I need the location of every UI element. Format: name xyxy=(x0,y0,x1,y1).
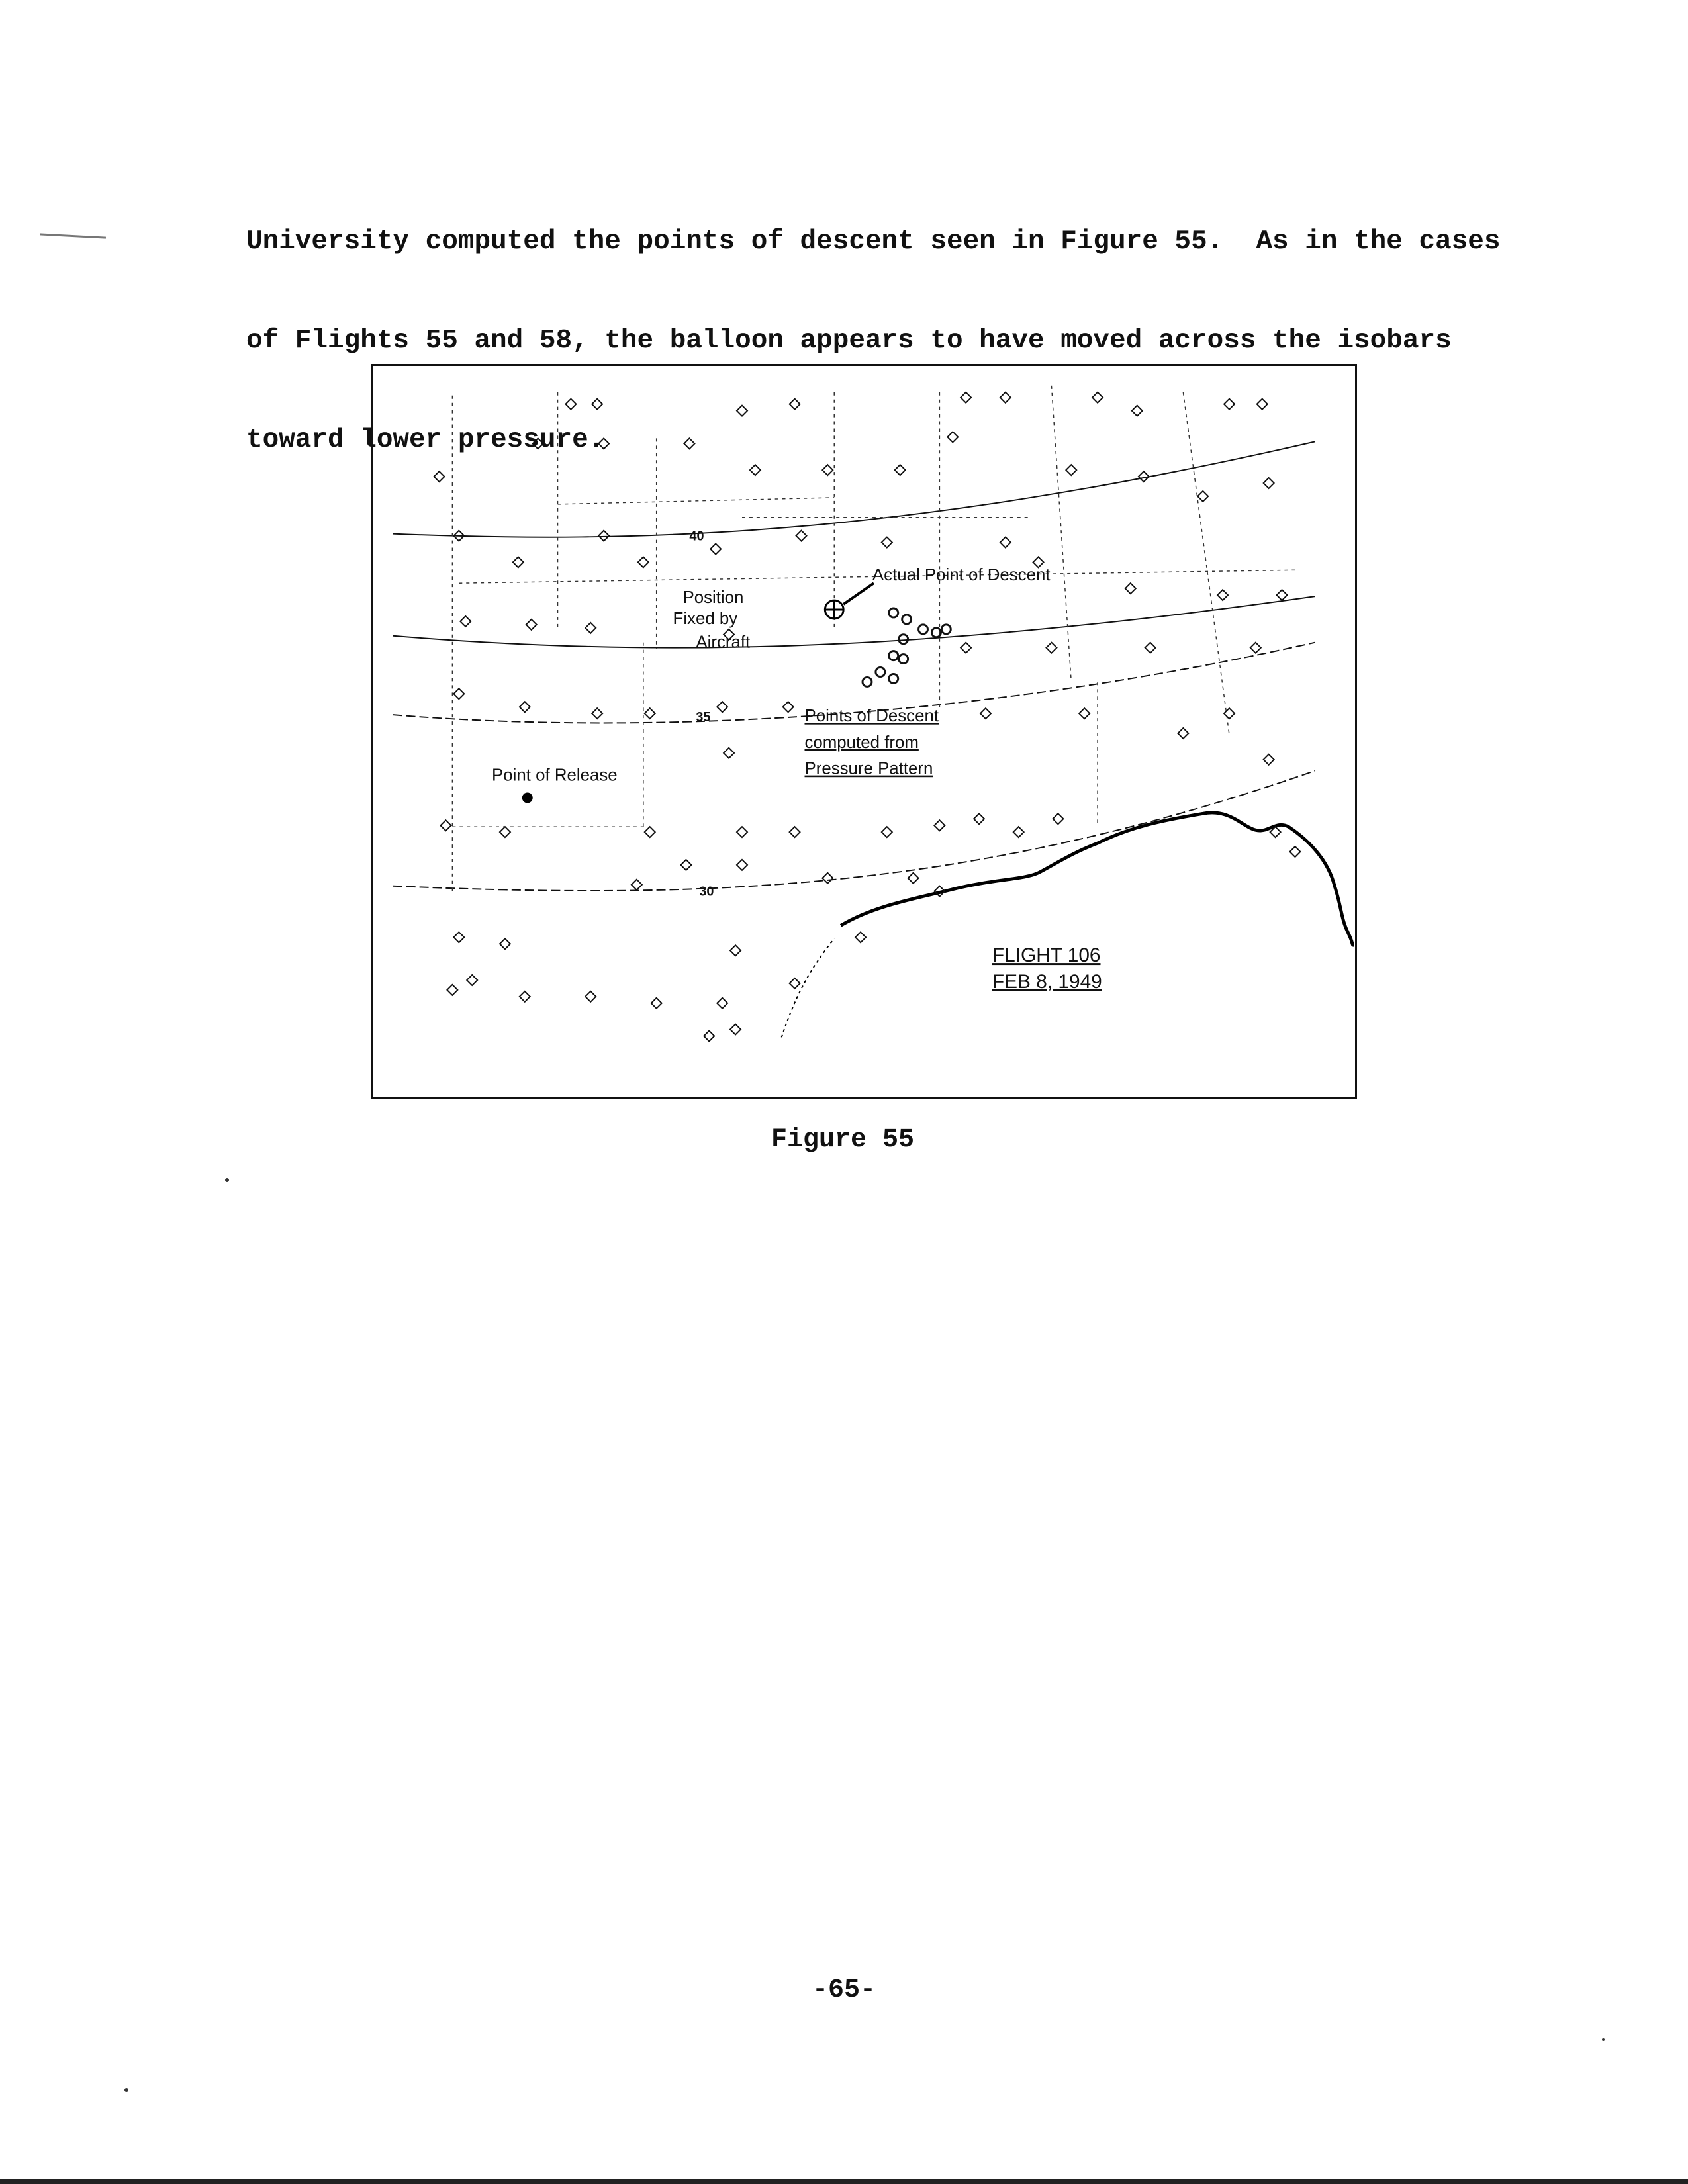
station-marker xyxy=(1000,537,1011,548)
station-marker xyxy=(598,531,609,541)
station-marker xyxy=(520,702,530,712)
station-marker xyxy=(882,827,892,837)
station-marker xyxy=(1257,399,1268,410)
station-marker xyxy=(434,471,445,482)
station-marker xyxy=(645,708,655,719)
point-of-release-label: Point of Release xyxy=(492,766,618,785)
position-fixed-label-1: Position xyxy=(682,588,744,608)
station-marker xyxy=(500,827,510,837)
station-marker xyxy=(1079,708,1090,719)
coast-shelf xyxy=(782,938,835,1037)
station-marker xyxy=(651,998,662,1009)
descent-point xyxy=(941,625,951,634)
station-marker xyxy=(750,465,761,475)
paragraph-line-3: toward lower pressure. xyxy=(246,425,605,455)
flight-date: FEB 8, 1949 xyxy=(992,970,1102,993)
scan-speck xyxy=(1602,2038,1605,2041)
station-marker xyxy=(598,438,609,449)
station-marker xyxy=(1217,590,1228,600)
points-computed-label-2: computed from xyxy=(804,733,919,752)
station-marker xyxy=(453,932,464,942)
station-marker xyxy=(790,827,800,837)
margin-mark xyxy=(40,233,106,238)
station-marker xyxy=(710,544,721,555)
page-number: -65- xyxy=(812,1976,876,2005)
station-marker xyxy=(638,557,649,567)
computed-descent-points xyxy=(863,608,951,686)
isobar-line-4 xyxy=(393,771,1315,891)
flight-title: FLIGHT 106 xyxy=(992,944,1101,967)
descent-point xyxy=(889,608,898,617)
station-marker xyxy=(460,616,471,627)
station-marker xyxy=(947,432,958,442)
station-marker xyxy=(882,537,892,548)
station-marker xyxy=(737,406,747,416)
station-marker xyxy=(1290,846,1301,857)
station-marker xyxy=(1264,478,1274,488)
station-marker xyxy=(520,991,530,1002)
station-marker xyxy=(974,813,984,824)
station-marker xyxy=(1000,392,1011,403)
station-marker xyxy=(980,708,991,719)
station-marker xyxy=(790,399,800,410)
station-marker xyxy=(908,873,919,884)
station-marker xyxy=(730,945,741,956)
fix-leader-line xyxy=(843,583,874,604)
position-fixed-label-2: Fixed by xyxy=(673,609,738,628)
station-marker xyxy=(592,399,602,410)
station-marker xyxy=(822,465,833,475)
station-marker xyxy=(681,860,692,870)
descent-point xyxy=(889,651,898,660)
state-border-8 xyxy=(1051,386,1071,682)
descent-point xyxy=(889,674,898,683)
station-marker xyxy=(440,820,451,831)
page-bottom-edge xyxy=(0,2179,1688,2184)
station-marker xyxy=(796,531,807,541)
station-marker xyxy=(961,392,971,403)
station-marker xyxy=(717,998,727,1009)
station-marker xyxy=(737,860,747,870)
point-of-release-marker xyxy=(522,792,533,803)
station-marker xyxy=(1197,491,1208,502)
station-marker xyxy=(513,557,524,567)
paragraph-line-1: University computed the points of descent seen in Figure 55. As in the cases xyxy=(246,226,1501,257)
state-border-6 xyxy=(558,498,835,504)
station-marker xyxy=(724,748,734,758)
descent-point xyxy=(899,635,908,644)
station-marker xyxy=(1047,643,1057,653)
station-marker xyxy=(526,619,537,630)
figure-caption: Figure 55 xyxy=(771,1125,915,1155)
station-marker xyxy=(1224,399,1235,410)
station-marker xyxy=(533,438,543,449)
station-marker xyxy=(1125,583,1136,594)
descent-point xyxy=(902,615,912,624)
points-computed-label-3: Pressure Pattern xyxy=(804,759,933,778)
station-marker xyxy=(717,702,727,712)
station-marker xyxy=(1053,813,1063,824)
station-marker xyxy=(645,827,655,837)
scan-speck xyxy=(124,2088,128,2092)
descent-point xyxy=(899,655,908,664)
station-marker xyxy=(1066,465,1076,475)
station-marker xyxy=(1277,590,1288,600)
station-marker xyxy=(1178,728,1188,739)
figure-map xyxy=(371,364,1357,1099)
station-marker xyxy=(783,702,794,712)
station-marker xyxy=(822,873,833,884)
station-marker xyxy=(1132,406,1143,416)
station-marker xyxy=(737,827,747,837)
station-marker xyxy=(704,1031,714,1042)
station-marker xyxy=(730,1024,741,1035)
station-marker xyxy=(855,932,866,942)
isobar-40-label: 40 xyxy=(689,529,704,544)
station-marker xyxy=(565,399,576,410)
station-marker xyxy=(453,688,464,699)
station-marker xyxy=(1013,827,1024,837)
descent-point xyxy=(863,677,872,686)
station-marker xyxy=(585,623,596,633)
station-marker xyxy=(1264,754,1274,765)
station-marker xyxy=(1145,643,1156,653)
map-text-labels xyxy=(492,529,1102,993)
isobar-line-2 xyxy=(393,596,1315,648)
station-marker xyxy=(1250,643,1261,653)
state-border-11 xyxy=(1183,392,1229,735)
station-marker xyxy=(632,880,642,890)
station-marker xyxy=(592,708,602,719)
station-marker xyxy=(585,991,596,1002)
isobar-30-label: 30 xyxy=(699,884,714,899)
aircraft-fix-marker xyxy=(825,583,874,619)
actual-point-label: Actual Point of Descent xyxy=(872,566,1051,585)
station-marker xyxy=(790,978,800,989)
station-marker xyxy=(961,643,971,653)
station-marker xyxy=(684,438,694,449)
weather-map-svg xyxy=(373,366,1355,1097)
station-marker xyxy=(1092,392,1103,403)
station-marker xyxy=(500,938,510,949)
station-marker xyxy=(895,465,906,475)
station-marker xyxy=(467,975,477,985)
isobar-35-label: 35 xyxy=(696,710,711,725)
position-fixed-label-3: Aircraft xyxy=(696,633,751,652)
isobar-line-1 xyxy=(393,441,1315,537)
points-computed-label-1: Points of Descent xyxy=(804,707,939,726)
scan-speck xyxy=(225,1178,229,1182)
descent-point xyxy=(919,625,928,634)
descent-point xyxy=(876,668,885,677)
station-marker xyxy=(934,820,945,831)
paragraph-line-2: of Flights 55 and 58, the balloon appears to have moved across the isobars xyxy=(246,326,1452,356)
station-marker xyxy=(447,985,457,995)
